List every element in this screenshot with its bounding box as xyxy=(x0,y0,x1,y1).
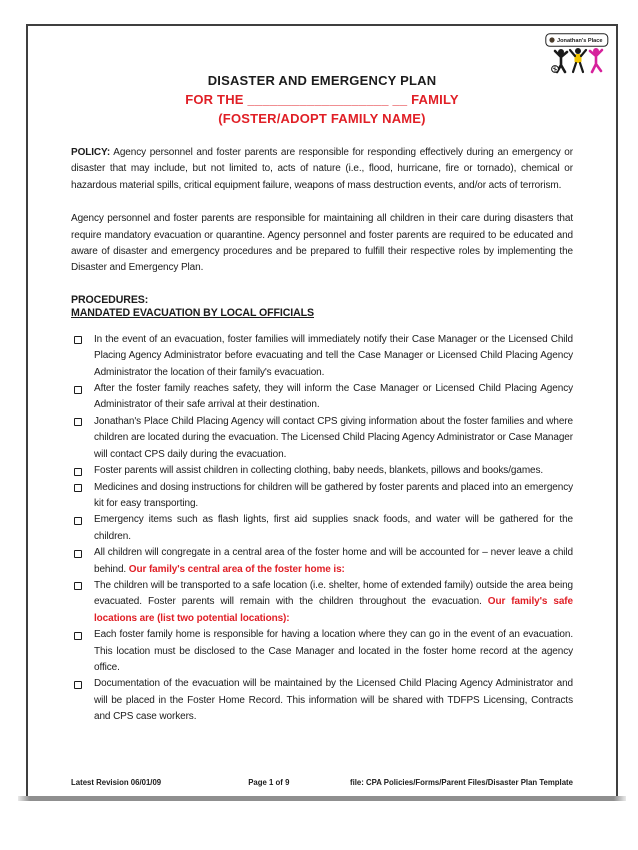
title-block xyxy=(71,73,573,126)
policy-label: POLICY: xyxy=(71,147,111,158)
checkbox-bullet-icon xyxy=(74,582,82,590)
footer-revision: Latest Revision 06/01/09 xyxy=(71,778,162,787)
list-item-text: Emergency items such as flash lights, first aid supplies snack foods, and water will be gathered for the children. xyxy=(94,514,573,542)
list-item xyxy=(71,676,573,725)
procedures-heading: PROCEDURES: xyxy=(71,293,149,306)
document-title: DISASTER AND EMERGENCY PLAN xyxy=(207,73,437,88)
list-item xyxy=(71,414,573,463)
page-bottom-shadow xyxy=(18,796,626,801)
responsibility-paragraph: Agency personnel and foster parents are responsible for maintaining all children in their care during disasters that require mandatory evacuation or quarantine. Agency personnel and foster parents are required to be educated and aware of disaster and emergency procedures and be prepared to fulfill their respective roles by implementing the Disaster and Emergency Plan. xyxy=(71,213,573,274)
checkbox-bullet-icon xyxy=(74,517,82,525)
list-item-text: The children will be transported to a safe location (i.e. shelter, home of extended family) outside the area being evacuated. Foster parents will remain with the children throughout the evacuation. xyxy=(94,579,573,608)
list-item-text: In the event of an evacuation, foster families will immediately notify their Case Manager or the Licensed Child Placing Agency Administrator before evacuating and tell the Case Manager or Licensed Child Placing Agency Administrator the location of their family's evacuation. xyxy=(94,333,573,378)
checkbox-bullet-icon xyxy=(74,468,82,476)
document-subtitle-family: FOR THE ___________________ __ FAMILY xyxy=(185,92,459,107)
list-item-text: After the foster family reaches safety, they will inform the Case Manager or Licensed Child Placing Agency Administrator of their safe arrival at their destination. xyxy=(94,383,573,411)
checkbox-bullet-icon xyxy=(74,681,82,689)
list-item xyxy=(71,627,573,676)
document-subtitle-name: (FOSTER/ADOPT FAMILY NAME) xyxy=(218,111,426,126)
list-item-text: Medicines and dosing instructions for children will be gathered by foster parents and placed into an emergency kit for easy transporting. xyxy=(94,481,573,509)
document-page xyxy=(26,24,618,796)
child-figure-yellow xyxy=(570,48,586,72)
procedures-list xyxy=(71,332,573,726)
list-item-text: All children will congregate in a central area of the foster home and will be accounted for – never leave a child behind. xyxy=(94,547,573,575)
checkbox-bullet-icon xyxy=(74,484,82,492)
bear-icon xyxy=(549,37,554,42)
checkbox-bullet-icon xyxy=(74,386,82,394)
list-item-text: Foster parents will assist children in collecting clothing, baby needs, blankets, pillows and books/games. xyxy=(94,465,544,477)
mandated-evacuation-heading: MANDATED EVACUATION BY LOCAL OFFICIALS xyxy=(71,306,314,319)
policy-paragraph xyxy=(71,145,573,194)
list-item-text: Documentation of the evacuation will be maintained by the Licensed Child Placing Agency Administrator and will be placed in the Foster Home Record. This information will be shared with TDFPS Licensing, Contracts and CPS case workers. xyxy=(94,678,573,723)
footer-page-number: Page 1 of 9 xyxy=(248,778,290,787)
list-item-red-text: Our family's central area of the foster home is: xyxy=(128,563,345,575)
page-footer xyxy=(71,778,573,787)
list-item xyxy=(71,332,573,381)
list-item-text: Jonathan's Place Child Placing Agency will contact CPS giving information about the foster families and where children are located during the evacuation. The Licensed Child Placing Agency Administrator or Case Manager will contact CPS daily during the evacuation. xyxy=(94,415,573,460)
list-item-red-text: Our family's safe locations are (list two potential locations): xyxy=(94,596,573,624)
list-item xyxy=(71,463,573,479)
checkbox-bullet-icon xyxy=(74,550,82,558)
list-item xyxy=(71,381,573,414)
dancing-children-icon xyxy=(545,33,609,75)
policy-text: Agency personnel and foster parents are responsible for responding effectively during an emergency or disaster that may include, but not limited to, acts of nature (i.e., flood, hurricane, fire or tornado), chemical or hazardous material spills, critical equipment failure, weapons of mass destruction events, and/or acts of terrorism. xyxy=(71,147,573,191)
checkbox-bullet-icon xyxy=(74,632,82,640)
child-figure-magenta xyxy=(590,48,602,72)
logo-brand-text: Jonathan's Place xyxy=(557,38,603,45)
checkbox-bullet-icon xyxy=(74,418,82,426)
list-item-text: Each foster family home is responsible for having a location where they can go in the event of an evacuation. This location must be disclosed to the Case Manager and located in the foster home record at the agency office. xyxy=(94,629,573,673)
list-item xyxy=(71,480,573,513)
jonathans-place-logo xyxy=(545,33,609,75)
checkbox-bullet-icon xyxy=(74,336,82,344)
list-item xyxy=(71,578,573,627)
list-item xyxy=(71,545,573,578)
footer-file-path: file: CPA Policies/Forms/Parent Files/Disaster Plan Template xyxy=(349,778,573,787)
list-item xyxy=(71,512,573,545)
